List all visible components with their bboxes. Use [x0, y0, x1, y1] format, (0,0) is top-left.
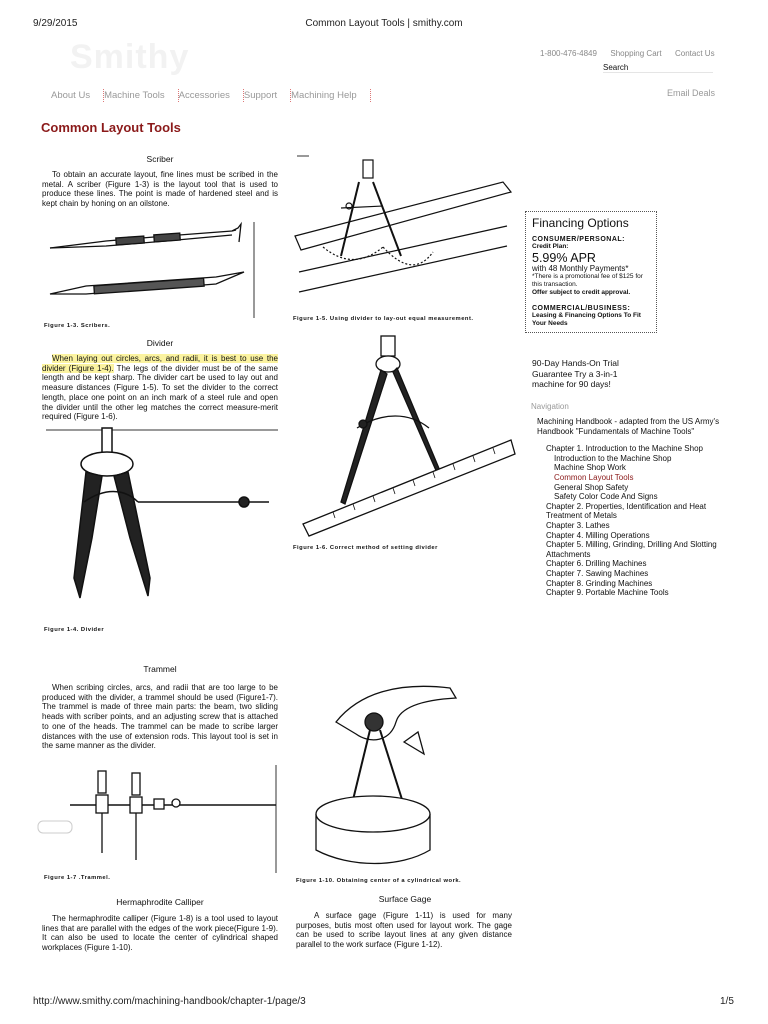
figure-1-10-caption: Figure 1-10. Obtaining center of a cylindrical work.: [296, 878, 462, 884]
nav-chapter[interactable]: Chapter 7. Sawing Machines: [546, 568, 649, 578]
financing-title: Financing Options: [532, 216, 629, 230]
figure-1-3-caption: Figure 1-3. Scribers.: [44, 323, 111, 329]
nav-handbook-root[interactable]: Machining Handbook - adapted from the US Army's Handbook "Fundamentals of Machine Tools": [537, 417, 720, 436]
credit-plan: Credit Plan:: [532, 243, 569, 250]
figure-1-5-illustration: [293, 152, 513, 314]
scriber-heading: Scriber: [146, 154, 174, 164]
nav-support[interactable]: Support: [243, 90, 278, 102]
footer-page: 1/5: [720, 996, 734, 1007]
nav-machining-help[interactable]: Machining Help: [291, 90, 357, 102]
trammel-illustration: [36, 765, 278, 873]
page-title: Common Layout Tools: [41, 120, 181, 135]
nav-chapter[interactable]: Chapter 2. Properties, Identification and Heat Treatment of Metals: [546, 501, 707, 521]
nav-ch1-item[interactable]: General Shop Safety: [554, 482, 629, 492]
monthly-payments: with 48 Monthly Payments*: [532, 264, 629, 273]
divider-heading: Divider: [146, 338, 174, 348]
main-nav: [51, 89, 371, 102]
nav-ch1-item[interactable]: Machine Shop Work: [554, 463, 626, 473]
search-input[interactable]: Search: [603, 63, 713, 73]
contact-us-link[interactable]: Contact Us: [675, 49, 715, 58]
trial-promo[interactable]: 90-Day Hands-On Trial Guarantee Try a 3-in-1 machine for 90 days!: [532, 358, 619, 389]
nav-chapter[interactable]: Chapter 9. Portable Machine Tools: [546, 588, 669, 598]
figure-1-6-illustration: [293, 332, 515, 540]
surface-gage-text: A surface gage (Figure 1-11) is used for many purposes, butis most often used for layout work. The gage can be used to scribe layout lines at any given distance parallel to the work surface (Figure 1-12).: [296, 911, 512, 950]
nav-chapter-1[interactable]: Chapter 1. Introduction to the Machine Shop: [546, 444, 703, 454]
phone-link[interactable]: 1-800-476-4849: [540, 49, 597, 58]
nav-accessories[interactable]: Accessories: [178, 90, 230, 102]
nav-ch1-item-active[interactable]: Common Layout Tools: [554, 472, 634, 482]
divider-illustration: [44, 428, 280, 623]
divider-text: [42, 354, 278, 422]
navigation-heading: Navigation: [531, 402, 569, 411]
nav-chapter[interactable]: Chapter 4. Milling Operations: [546, 530, 650, 540]
divider-highlight: When laying out circles, arcs, and radii, it is best to use the divider (Figure 1-4).: [42, 354, 278, 373]
nav-chapter[interactable]: Chapter 6. Drilling Machines: [546, 559, 647, 569]
figure-1-6-caption: Figure 1-6. Correct method of setting divider: [293, 545, 438, 551]
email-deals-link[interactable]: Email Deals: [667, 88, 716, 98]
figure-1-5-caption: Figure 1-5. Using divider to lay-out equal measurement.: [293, 316, 474, 322]
nav-about-us[interactable]: About Us: [51, 90, 91, 102]
print-date: 9/29/2015: [33, 18, 78, 29]
figure-1-7-caption: Figure 1-7 .Trammel.: [44, 875, 111, 881]
promo-note: *There is a promotional fee of $125 for this transaction.: [532, 273, 643, 288]
credit-approval: Offer subject to credit approval.: [532, 289, 631, 296]
calliper-heading: Hermaphrodite Calliper: [116, 897, 204, 907]
financing-box: [525, 211, 657, 333]
top-links: [540, 43, 715, 61]
scribers-illustration: [46, 220, 261, 320]
calliper-text: The hermaphrodite calliper (Figure 1-8) is a tool used to layout lines that are parallel with the edges of the work piece(Figure 1-9). It can also be used to locate the center of cylindrical shaped workplaces (Figure 1-10).: [42, 914, 278, 953]
trammel-heading: Trammel: [143, 664, 177, 674]
nav-chapter[interactable]: Chapter 3. Lathes: [546, 520, 610, 530]
trammel-text: When scribing circles, arcs, and radii that are too large to be produced with the divider, a trammel should be used (Figure1-7). The trammel is made of three main parts: the beam, two sliding heads with scriber points, and an adjusting screw that is attached to one of the heads. The trammel can be made to scribe larger distances with the use of extension rods. This layout tool is set in the same manner as the divider.: [42, 683, 278, 751]
nav-machine-tools[interactable]: Machine Tools: [104, 90, 165, 102]
surface-gage-heading: Surface Gage: [378, 894, 432, 904]
footer-url: http://www.smithy.com/machining-handbook/chapter-1/page/3: [33, 996, 306, 1007]
divider-rest: The legs of the divider must be of the same length and be kept sharp. The divider cart be used to lay out and measure distances (Figure 1-5). To set the divider to the correct length, place one point on an inch mark of a steel rule and open the divider until the other leg matches the correct measure-merit required (Figure 1-6).: [42, 363, 278, 422]
figure-1-10-illustration: [300, 682, 510, 872]
site-logo[interactable]: Smithy: [70, 38, 190, 76]
shopping-cart-link[interactable]: Shopping Cart: [610, 49, 662, 58]
consumer-label: CONSUMER/PERSONAL:: [532, 236, 626, 243]
commercial-label: COMMERCIAL/BUSINESS:: [532, 305, 631, 312]
commercial-text[interactable]: Leasing & Financing Options To Fit Your Needs: [532, 312, 641, 327]
nav-ch1-item[interactable]: Safety Color Code And Signs: [554, 492, 658, 502]
print-title: Common Layout Tools | smithy.com: [305, 18, 463, 29]
nav-chapter[interactable]: Chapter 8. Grinding Machines: [546, 578, 653, 588]
navigation-list: [537, 417, 727, 598]
figure-1-4-caption: Figure 1-4. Divider: [44, 627, 105, 633]
nav-ch1-item[interactable]: Introduction to the Machine Shop: [554, 453, 672, 463]
nav-chapter[interactable]: Chapter 5. Milling, Grinding, Drilling And Slotting Attachments: [546, 540, 717, 559]
apr-rate: 5.99% APR: [532, 251, 596, 265]
scriber-text: To obtain an accurate layout, fine lines must be scribed in the metal. A scriber (Figure 1-3) is the layout tool that is used to produce these lines. The point is made of hardened steel and is kept chain by honing on an oilstone.: [42, 170, 278, 209]
